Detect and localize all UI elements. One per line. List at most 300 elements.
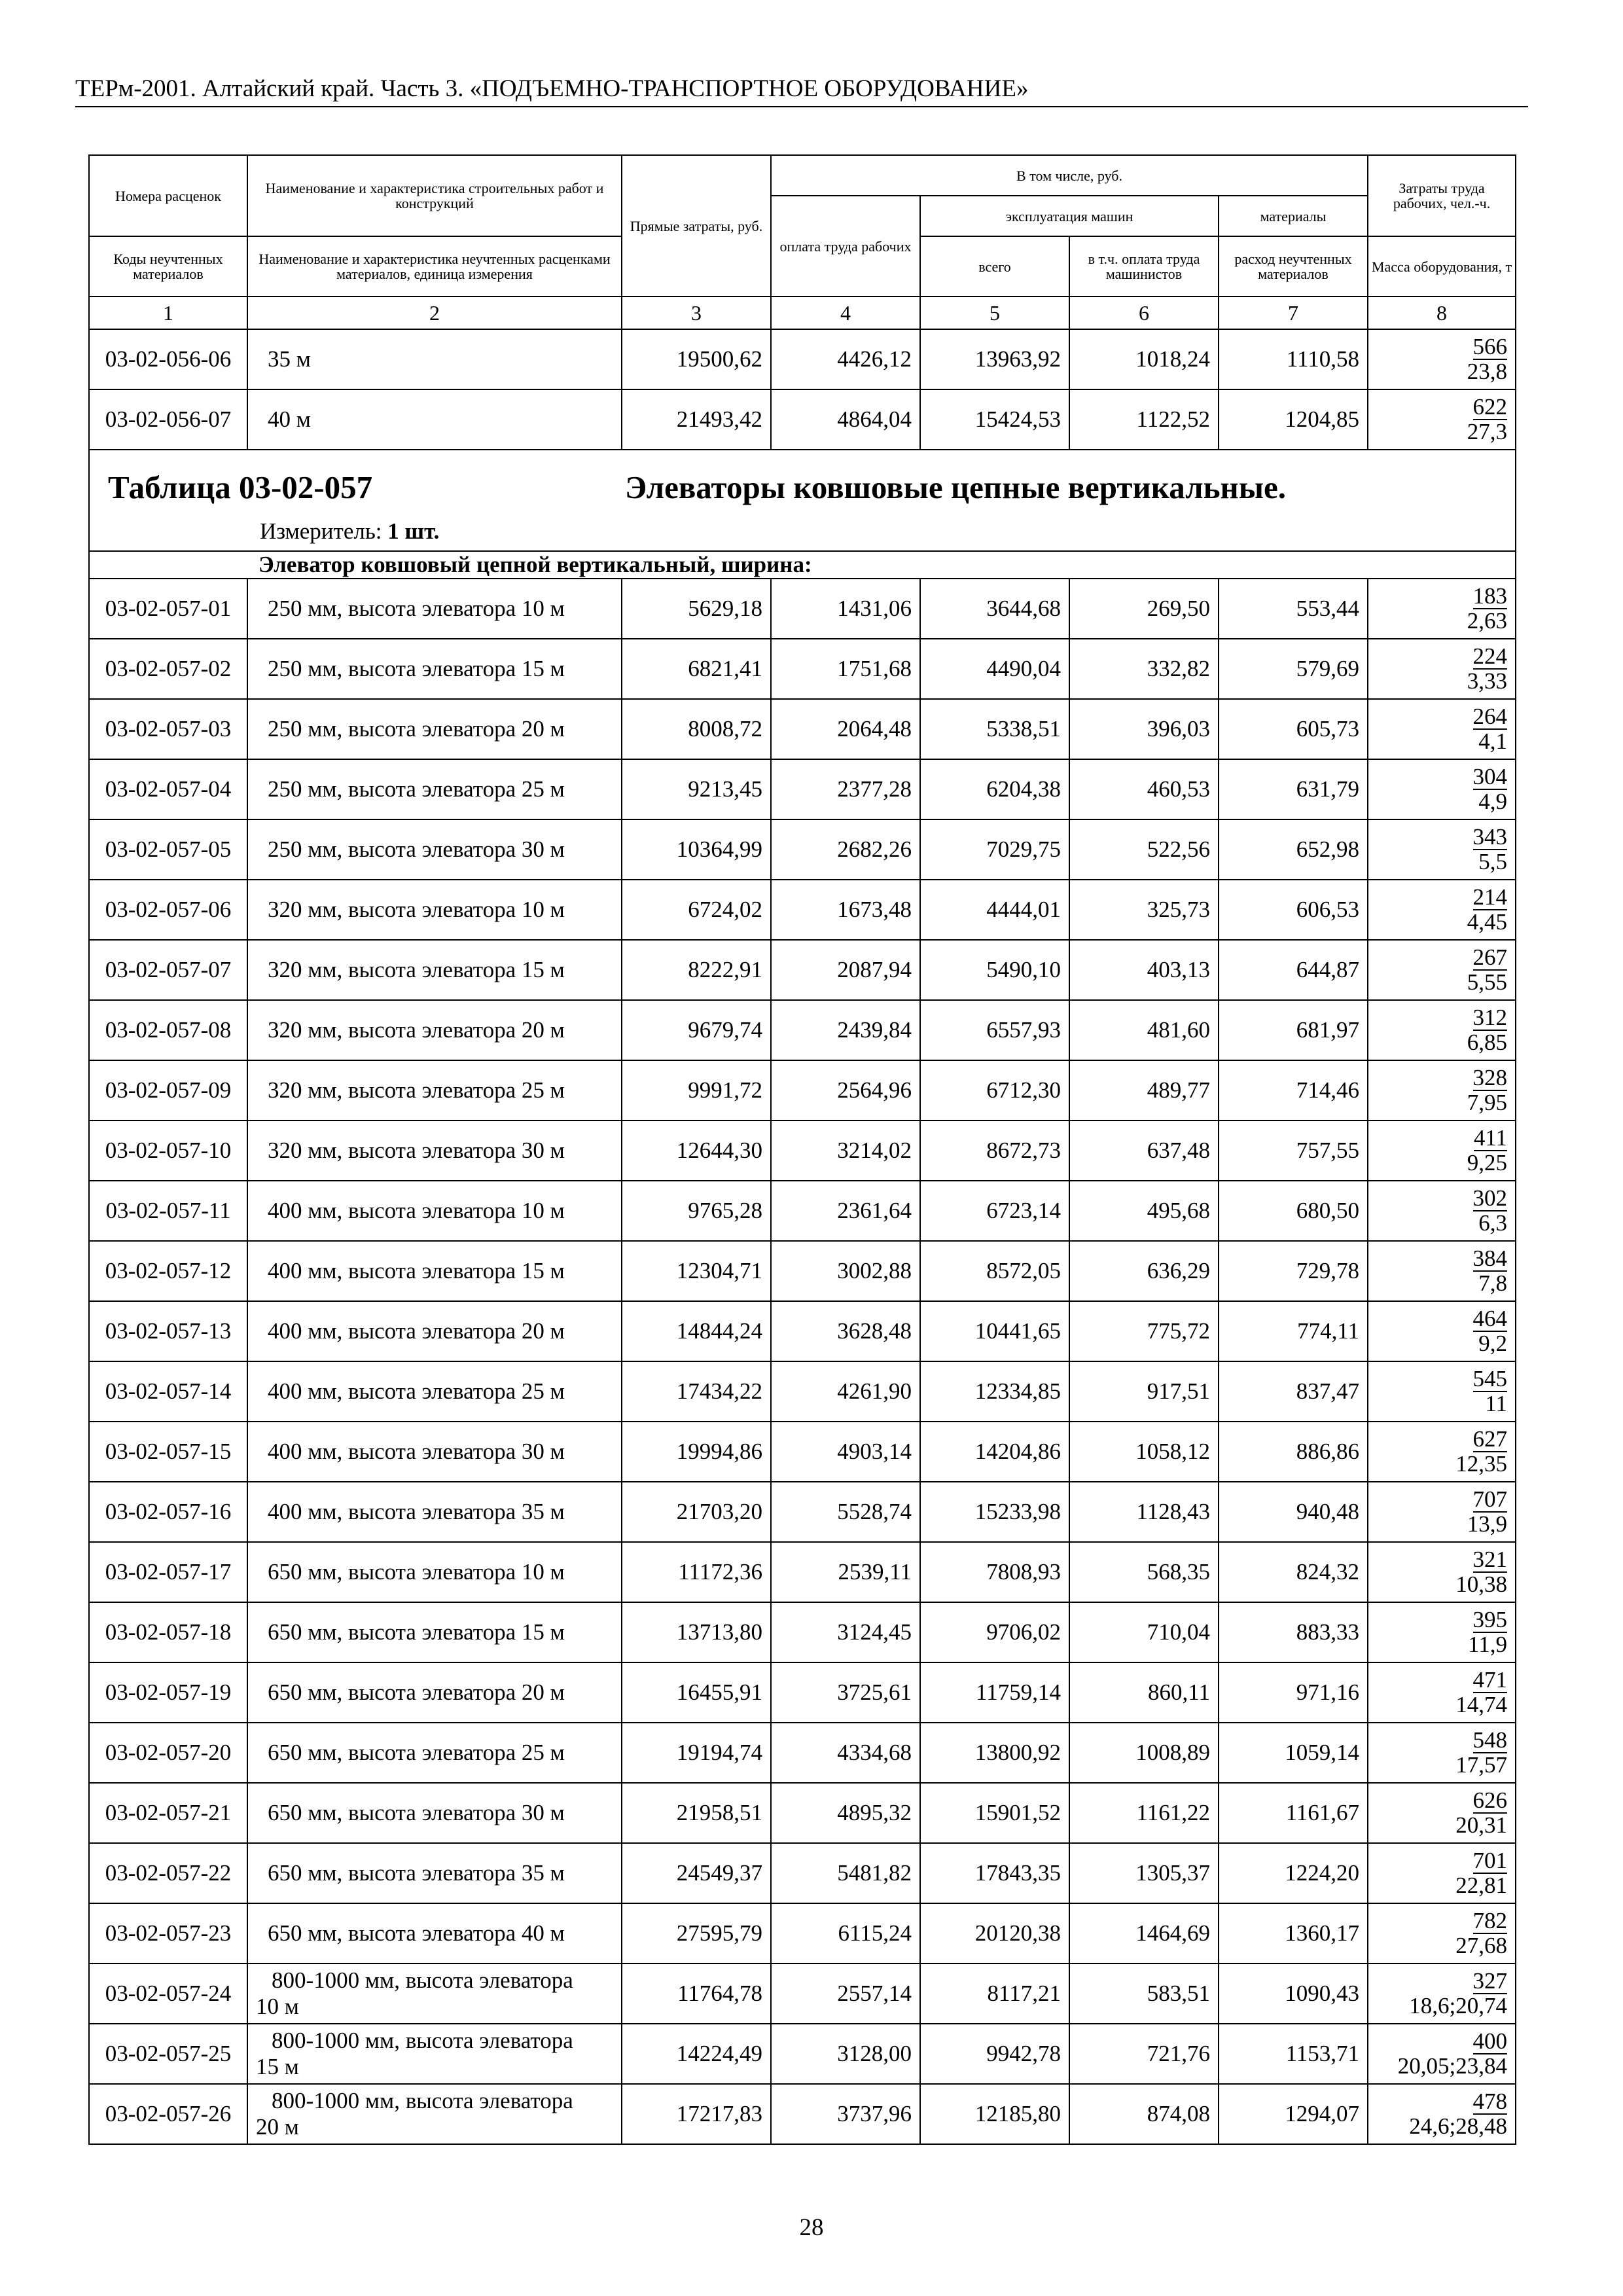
row-mass: 4,45 bbox=[1467, 909, 1508, 935]
row-mass: 10,38 bbox=[1455, 1571, 1508, 1597]
row-machines-total: 13800,92 bbox=[920, 1723, 1069, 1783]
row-machines-total: 15424,53 bbox=[920, 389, 1069, 450]
row-labor: 302 bbox=[1472, 1185, 1508, 1211]
row-wages: 3128,00 bbox=[771, 2024, 920, 2084]
row-mass: 18,6;20,74 bbox=[1409, 1993, 1508, 2018]
row-name: 650 мм, высота элеватора 30 м bbox=[247, 1783, 622, 1843]
row-wages: 3002,88 bbox=[771, 1241, 920, 1301]
row-materials: 553,44 bbox=[1219, 579, 1368, 639]
table-row bbox=[89, 699, 1516, 759]
table-row bbox=[89, 1361, 1516, 1422]
row-materials: 652,98 bbox=[1219, 819, 1368, 880]
row-labor: 566 bbox=[1472, 334, 1508, 359]
row-wages: 2557,14 bbox=[771, 1964, 920, 2024]
table-caption bbox=[89, 450, 1516, 551]
column-number: 5 bbox=[920, 296, 1069, 329]
row-direct-costs: 12304,71 bbox=[622, 1241, 771, 1301]
row-name: 320 мм, высота элеватора 25 м bbox=[247, 1060, 622, 1121]
page-number: 28 bbox=[799, 2214, 824, 2241]
row-materials: 886,86 bbox=[1219, 1422, 1368, 1482]
row-materials: 1294,07 bbox=[1219, 2084, 1368, 2144]
row-machines-total: 6204,38 bbox=[920, 759, 1069, 819]
row-machinist-wages: 710,04 bbox=[1069, 1602, 1219, 1662]
col-machines: эксплуатация машин bbox=[920, 196, 1219, 236]
row-materials: 1360,17 bbox=[1219, 1903, 1368, 1964]
row-mass: 4,1 bbox=[1478, 728, 1508, 754]
table-row bbox=[89, 2024, 1516, 2084]
row-code: 03-02-057-05 bbox=[89, 819, 247, 880]
row-mass: 12,35 bbox=[1455, 1451, 1508, 1477]
row-mass: 22,81 bbox=[1455, 1873, 1508, 1898]
row-materials: 606,53 bbox=[1219, 880, 1368, 940]
table-row bbox=[89, 329, 1516, 389]
row-name: 650 мм, высота элеватора 20 м bbox=[247, 1662, 622, 1723]
row-mass: 5,5 bbox=[1478, 849, 1508, 874]
table-title: Элеваторы ковшовые цепные вертикальные. bbox=[625, 469, 1287, 505]
row-labor-mass bbox=[1368, 2024, 1516, 2084]
row-name: 250 мм, высота элеватора 25 м bbox=[247, 759, 622, 819]
row-machinist-wages: 332,82 bbox=[1069, 639, 1219, 699]
row-machinist-wages: 1128,43 bbox=[1069, 1482, 1219, 1542]
row-machines-total: 14204,86 bbox=[920, 1422, 1069, 1482]
row-materials: 774,11 bbox=[1219, 1301, 1368, 1361]
row-labor: 183 bbox=[1472, 583, 1508, 609]
row-name-line2: 15 м bbox=[256, 2054, 299, 2079]
table-row bbox=[89, 579, 1516, 639]
row-machines-total: 8117,21 bbox=[920, 1964, 1069, 2024]
row-wages: 3737,96 bbox=[771, 2084, 920, 2144]
row-name: 650 мм, высота элеватора 35 м bbox=[247, 1843, 622, 1903]
row-code: 03-02-057-03 bbox=[89, 699, 247, 759]
column-number: 4 bbox=[771, 296, 920, 329]
row-labor: 471 bbox=[1472, 1667, 1508, 1693]
row-direct-costs: 16455,91 bbox=[622, 1662, 771, 1723]
row-code: 03-02-057-15 bbox=[89, 1422, 247, 1482]
measure-value: 1 шт. bbox=[387, 518, 440, 544]
column-number: 8 bbox=[1368, 296, 1516, 329]
row-machines-total: 15901,52 bbox=[920, 1783, 1069, 1843]
row-name: 400 мм, высота элеватора 15 м bbox=[247, 1241, 622, 1301]
column-number: 2 bbox=[247, 296, 622, 329]
row-direct-costs: 21493,42 bbox=[622, 389, 771, 450]
row-machinist-wages: 489,77 bbox=[1069, 1060, 1219, 1121]
row-machines-total: 12334,85 bbox=[920, 1361, 1069, 1422]
row-code: 03-02-057-02 bbox=[89, 639, 247, 699]
row-materials: 680,50 bbox=[1219, 1181, 1368, 1241]
row-wages: 6115,24 bbox=[771, 1903, 920, 1964]
row-wages: 4903,14 bbox=[771, 1422, 920, 1482]
row-direct-costs: 12644,30 bbox=[622, 1121, 771, 1181]
row-code: 03-02-057-23 bbox=[89, 1903, 247, 1964]
col-unaccounted-materials: расход неучтенных материалов bbox=[1219, 236, 1368, 296]
row-labor-mass bbox=[1368, 1301, 1516, 1361]
table-caption-section bbox=[89, 450, 1516, 579]
row-machinist-wages: 1161,22 bbox=[1069, 1783, 1219, 1843]
row-machinist-wages: 721,76 bbox=[1069, 2024, 1219, 2084]
row-materials: 824,32 bbox=[1219, 1542, 1368, 1602]
row-name: 40 м bbox=[247, 389, 622, 450]
row-wages: 2377,28 bbox=[771, 759, 920, 819]
row-mass: 23,8 bbox=[1467, 359, 1508, 384]
column-number: 6 bbox=[1069, 296, 1219, 329]
row-machines-total: 20120,38 bbox=[920, 1903, 1069, 1964]
row-code: 03-02-056-07 bbox=[89, 389, 247, 450]
row-mass: 24,6;28,48 bbox=[1409, 2113, 1508, 2139]
column-numbers-row bbox=[89, 296, 1516, 329]
table-row bbox=[89, 2084, 1516, 2144]
table-row bbox=[89, 1121, 1516, 1181]
row-name: 250 мм, высота элеватора 15 м bbox=[247, 639, 622, 699]
row-direct-costs: 9991,72 bbox=[622, 1060, 771, 1121]
row-machinist-wages: 1008,89 bbox=[1069, 1723, 1219, 1783]
table-row bbox=[89, 819, 1516, 880]
col-labor: Затраты труда рабочих, чел.-ч. bbox=[1368, 155, 1516, 236]
row-labor-mass bbox=[1368, 579, 1516, 639]
row-code: 03-02-057-21 bbox=[89, 1783, 247, 1843]
table-row bbox=[89, 1723, 1516, 1783]
row-mass: 7,95 bbox=[1467, 1090, 1508, 1115]
row-labor: 327 bbox=[1472, 1968, 1508, 1994]
row-name-line2: 10 м bbox=[256, 1994, 299, 2019]
row-labor-mass bbox=[1368, 819, 1516, 880]
row-code: 03-02-057-17 bbox=[89, 1542, 247, 1602]
col-including: В том числе, руб. bbox=[771, 155, 1368, 196]
table-row bbox=[89, 1241, 1516, 1301]
row-materials: 837,47 bbox=[1219, 1361, 1368, 1422]
row-labor-mass bbox=[1368, 1241, 1516, 1301]
column-number: 1 bbox=[89, 296, 247, 329]
row-labor-mass bbox=[1368, 1783, 1516, 1843]
row-materials: 1204,85 bbox=[1219, 389, 1368, 450]
row-labor: 478 bbox=[1472, 2089, 1508, 2114]
row-machines-total: 7808,93 bbox=[920, 1542, 1069, 1602]
row-code: 03-02-057-19 bbox=[89, 1662, 247, 1723]
row-machines-total: 8672,73 bbox=[920, 1121, 1069, 1181]
row-direct-costs: 13713,80 bbox=[622, 1602, 771, 1662]
row-direct-costs: 8222,91 bbox=[622, 940, 771, 1000]
row-labor-mass bbox=[1368, 1000, 1516, 1060]
row-labor: 782 bbox=[1472, 1908, 1508, 1933]
row-code: 03-02-057-11 bbox=[89, 1181, 247, 1241]
row-materials: 1224,20 bbox=[1219, 1843, 1368, 1903]
row-code: 03-02-057-01 bbox=[89, 579, 247, 639]
row-mass: 20,31 bbox=[1455, 1812, 1508, 1838]
column-number: 7 bbox=[1219, 296, 1368, 329]
row-name bbox=[247, 2024, 622, 2084]
table-row bbox=[89, 1482, 1516, 1542]
table-row bbox=[89, 1903, 1516, 1964]
row-name-line1: 800-1000 мм, высота элеватора bbox=[272, 2088, 573, 2113]
row-code: 03-02-057-04 bbox=[89, 759, 247, 819]
table-row bbox=[89, 1662, 1516, 1723]
row-wages: 4426,12 bbox=[771, 329, 920, 389]
table-row bbox=[89, 940, 1516, 1000]
row-code: 03-02-057-24 bbox=[89, 1964, 247, 2024]
row-machinist-wages: 637,48 bbox=[1069, 1121, 1219, 1181]
row-name: 400 мм, высота элеватора 10 м bbox=[247, 1181, 622, 1241]
row-machinist-wages: 1018,24 bbox=[1069, 329, 1219, 389]
row-direct-costs: 17434,22 bbox=[622, 1361, 771, 1422]
table-row bbox=[89, 639, 1516, 699]
col-unaccounted-names: Наименование и характеристика неучтенных расценками материалов, единица измерения bbox=[247, 236, 622, 296]
row-wages: 4261,90 bbox=[771, 1361, 920, 1422]
column-number: 3 bbox=[622, 296, 771, 329]
col-work-name: Наименование и характеристика строительных работ и конструкций bbox=[247, 155, 622, 236]
row-labor-mass bbox=[1368, 880, 1516, 940]
row-name: 250 мм, высота элеватора 20 м bbox=[247, 699, 622, 759]
row-mass: 5,55 bbox=[1467, 969, 1508, 995]
row-materials: 681,97 bbox=[1219, 1000, 1368, 1060]
row-name-line1: 800-1000 мм, высота элеватора bbox=[272, 1967, 573, 1993]
row-direct-costs: 10364,99 bbox=[622, 819, 771, 880]
col-machinist-wages: в т.ч. оплата труда машинистов bbox=[1069, 236, 1219, 296]
row-mass: 4,9 bbox=[1478, 789, 1508, 814]
row-code: 03-02-057-06 bbox=[89, 880, 247, 940]
row-labor-mass bbox=[1368, 1843, 1516, 1903]
row-machines-total: 12185,80 bbox=[920, 2084, 1069, 2144]
row-wages: 3124,45 bbox=[771, 1602, 920, 1662]
row-machines-total: 9942,78 bbox=[920, 2024, 1069, 2084]
row-wages: 5528,74 bbox=[771, 1482, 920, 1542]
table-row bbox=[89, 1542, 1516, 1602]
row-mass: 27,3 bbox=[1467, 419, 1508, 444]
row-machinist-wages: 1122,52 bbox=[1069, 389, 1219, 450]
row-labor-mass bbox=[1368, 1361, 1516, 1422]
row-wages: 2064,48 bbox=[771, 699, 920, 759]
row-machinist-wages: 1305,37 bbox=[1069, 1843, 1219, 1903]
row-mass: 17,57 bbox=[1455, 1752, 1508, 1778]
row-mass: 13,9 bbox=[1467, 1511, 1508, 1537]
row-labor-mass bbox=[1368, 329, 1516, 389]
row-labor: 224 bbox=[1472, 643, 1508, 669]
row-name: 650 мм, высота элеватора 40 м bbox=[247, 1903, 622, 1964]
row-labor: 545 bbox=[1472, 1366, 1508, 1391]
row-machinist-wages: 636,29 bbox=[1069, 1241, 1219, 1301]
row-machines-total: 15233,98 bbox=[920, 1482, 1069, 1542]
row-labor-mass bbox=[1368, 759, 1516, 819]
row-wages: 3725,61 bbox=[771, 1662, 920, 1723]
col-unaccounted-codes: Коды неучтенных материалов bbox=[89, 236, 247, 296]
row-direct-costs: 14844,24 bbox=[622, 1301, 771, 1361]
table-row bbox=[89, 880, 1516, 940]
row-direct-costs: 19194,74 bbox=[622, 1723, 771, 1783]
row-labor-mass bbox=[1368, 1662, 1516, 1723]
row-name: 650 мм, высота элеватора 25 м bbox=[247, 1723, 622, 1783]
row-direct-costs: 27595,79 bbox=[622, 1903, 771, 1964]
col-materials: материалы bbox=[1219, 196, 1368, 236]
table-row bbox=[89, 1422, 1516, 1482]
row-direct-costs: 11172,36 bbox=[622, 1542, 771, 1602]
row-wages: 4864,04 bbox=[771, 389, 920, 450]
row-materials: 940,48 bbox=[1219, 1482, 1368, 1542]
row-machines-total: 17843,35 bbox=[920, 1843, 1069, 1903]
row-wages: 2439,84 bbox=[771, 1000, 920, 1060]
row-materials: 605,73 bbox=[1219, 699, 1368, 759]
row-labor: 214 bbox=[1472, 884, 1508, 910]
row-machines-total: 7029,75 bbox=[920, 819, 1069, 880]
row-mass: 6,3 bbox=[1478, 1210, 1508, 1236]
row-labor-mass bbox=[1368, 1602, 1516, 1662]
row-code: 03-02-057-09 bbox=[89, 1060, 247, 1121]
row-machinist-wages: 1058,12 bbox=[1069, 1422, 1219, 1482]
row-labor: 626 bbox=[1472, 1787, 1508, 1813]
table-row bbox=[89, 1964, 1516, 2024]
row-labor: 464 bbox=[1472, 1306, 1508, 1331]
row-name-line2: 20 м bbox=[256, 2114, 299, 2140]
row-name: 250 мм, высота элеватора 10 м bbox=[247, 579, 622, 639]
row-labor-mass bbox=[1368, 1482, 1516, 1542]
row-labor-mass bbox=[1368, 1060, 1516, 1121]
table-row bbox=[89, 1602, 1516, 1662]
row-mass: 7,8 bbox=[1478, 1270, 1508, 1296]
row-labor-mass bbox=[1368, 1723, 1516, 1783]
row-name: 320 мм, высота элеватора 15 м bbox=[247, 940, 622, 1000]
row-materials: 757,55 bbox=[1219, 1121, 1368, 1181]
row-wages: 1431,06 bbox=[771, 579, 920, 639]
row-labor: 400 bbox=[1472, 2028, 1508, 2054]
table-row bbox=[89, 759, 1516, 819]
row-direct-costs: 9765,28 bbox=[622, 1181, 771, 1241]
row-wages: 2564,96 bbox=[771, 1060, 920, 1121]
row-labor: 395 bbox=[1472, 1607, 1508, 1632]
row-labor: 312 bbox=[1472, 1005, 1508, 1030]
row-name: 400 мм, высота элеватора 25 м bbox=[247, 1361, 622, 1422]
row-code: 03-02-057-13 bbox=[89, 1301, 247, 1361]
row-labor-mass bbox=[1368, 699, 1516, 759]
row-materials: 579,69 bbox=[1219, 639, 1368, 699]
row-materials: 1110,58 bbox=[1219, 329, 1368, 389]
row-mass: 3,33 bbox=[1467, 668, 1508, 694]
row-labor: 384 bbox=[1472, 1246, 1508, 1271]
table-row bbox=[89, 389, 1516, 450]
row-machines-total: 6712,30 bbox=[920, 1060, 1069, 1121]
row-labor: 701 bbox=[1472, 1848, 1508, 1873]
measure-label: Измеритель: bbox=[260, 518, 382, 544]
row-labor: 267 bbox=[1472, 944, 1508, 970]
row-materials: 883,33 bbox=[1219, 1602, 1368, 1662]
row-wages: 3214,02 bbox=[771, 1121, 920, 1181]
row-materials: 1090,43 bbox=[1219, 1964, 1368, 2024]
row-machines-total: 8572,05 bbox=[920, 1241, 1069, 1301]
row-machinist-wages: 874,08 bbox=[1069, 2084, 1219, 2144]
row-wages: 1751,68 bbox=[771, 639, 920, 699]
row-labor: 627 bbox=[1472, 1426, 1508, 1452]
row-direct-costs: 9213,45 bbox=[622, 759, 771, 819]
table-row bbox=[89, 1301, 1516, 1361]
row-name: 400 мм, высота элеватора 35 м bbox=[247, 1482, 622, 1542]
row-name: 320 мм, высота элеватора 10 м bbox=[247, 880, 622, 940]
row-code: 03-02-057-12 bbox=[89, 1241, 247, 1301]
row-name: 250 мм, высота элеватора 30 м bbox=[247, 819, 622, 880]
col-rate-numbers: Номера расценок bbox=[89, 155, 247, 236]
row-materials: 714,46 bbox=[1219, 1060, 1368, 1121]
row-machines-total: 11759,14 bbox=[920, 1662, 1069, 1723]
row-labor-mass bbox=[1368, 2084, 1516, 2144]
row-machinist-wages: 1464,69 bbox=[1069, 1903, 1219, 1964]
row-code: 03-02-057-18 bbox=[89, 1602, 247, 1662]
row-wages: 5481,82 bbox=[771, 1843, 920, 1903]
row-labor: 707 bbox=[1472, 1486, 1508, 1512]
row-machinist-wages: 568,35 bbox=[1069, 1542, 1219, 1602]
row-machines-total: 6723,14 bbox=[920, 1181, 1069, 1241]
row-labor-mass bbox=[1368, 1422, 1516, 1482]
row-labor-mass bbox=[1368, 639, 1516, 699]
row-direct-costs: 6724,02 bbox=[622, 880, 771, 940]
row-labor-mass bbox=[1368, 389, 1516, 450]
row-labor: 411 bbox=[1473, 1125, 1508, 1151]
row-machinist-wages: 396,03 bbox=[1069, 699, 1219, 759]
row-machinist-wages: 917,51 bbox=[1069, 1361, 1219, 1422]
row-materials: 971,16 bbox=[1219, 1662, 1368, 1723]
row-mass: 14,74 bbox=[1455, 1692, 1508, 1717]
row-name: 400 мм, высота элеватора 30 м bbox=[247, 1422, 622, 1482]
row-wages: 2087,94 bbox=[771, 940, 920, 1000]
row-machinist-wages: 860,11 bbox=[1069, 1662, 1219, 1723]
row-machinist-wages: 269,50 bbox=[1069, 579, 1219, 639]
table-rows bbox=[89, 579, 1516, 2144]
row-mass: 2,63 bbox=[1467, 608, 1508, 634]
row-code: 03-02-057-07 bbox=[89, 940, 247, 1000]
row-materials: 644,87 bbox=[1219, 940, 1368, 1000]
row-direct-costs: 24549,37 bbox=[622, 1843, 771, 1903]
row-labor-mass bbox=[1368, 1181, 1516, 1241]
row-direct-costs: 6821,41 bbox=[622, 639, 771, 699]
row-name: 650 мм, высота элеватора 10 м bbox=[247, 1542, 622, 1602]
row-labor: 328 bbox=[1472, 1065, 1508, 1090]
row-name: 320 мм, высота элеватора 30 м bbox=[247, 1121, 622, 1181]
row-machinist-wages: 775,72 bbox=[1069, 1301, 1219, 1361]
row-labor: 264 bbox=[1472, 704, 1508, 729]
row-machinist-wages: 403,13 bbox=[1069, 940, 1219, 1000]
row-name bbox=[247, 2084, 622, 2144]
row-machines-total: 13963,92 bbox=[920, 329, 1069, 389]
row-labor-mass bbox=[1368, 1542, 1516, 1602]
row-direct-costs: 19994,86 bbox=[622, 1422, 771, 1482]
row-wages: 4895,32 bbox=[771, 1783, 920, 1843]
row-machines-total: 10441,65 bbox=[920, 1301, 1069, 1361]
row-machinist-wages: 325,73 bbox=[1069, 880, 1219, 940]
row-direct-costs: 19500,62 bbox=[622, 329, 771, 389]
row-labor: 622 bbox=[1472, 394, 1508, 420]
row-materials: 1153,71 bbox=[1219, 2024, 1368, 2084]
row-materials: 631,79 bbox=[1219, 759, 1368, 819]
col-wages: оплата труда рабочих bbox=[771, 196, 920, 296]
row-machinist-wages: 460,53 bbox=[1069, 759, 1219, 819]
row-machines-total: 4444,01 bbox=[920, 880, 1069, 940]
row-materials: 1059,14 bbox=[1219, 1723, 1368, 1783]
row-machines-total: 3644,68 bbox=[920, 579, 1069, 639]
row-mass: 9,2 bbox=[1478, 1331, 1508, 1356]
col-equipment-mass: Масса оборудования, т bbox=[1368, 236, 1516, 296]
row-machinist-wages: 495,68 bbox=[1069, 1181, 1219, 1241]
row-labor: 343 bbox=[1472, 824, 1508, 850]
row-wages: 2361,64 bbox=[771, 1181, 920, 1241]
row-machines-total: 4490,04 bbox=[920, 639, 1069, 699]
row-name: 650 мм, высота элеватора 15 м bbox=[247, 1602, 622, 1662]
row-machinist-wages: 522,56 bbox=[1069, 819, 1219, 880]
row-wages: 4334,68 bbox=[771, 1723, 920, 1783]
table-row bbox=[89, 1843, 1516, 1903]
row-wages: 2539,11 bbox=[771, 1542, 920, 1602]
row-machinist-wages: 481,60 bbox=[1069, 1000, 1219, 1060]
row-mass: 11 bbox=[1485, 1391, 1508, 1416]
row-code: 03-02-057-22 bbox=[89, 1843, 247, 1903]
row-machinist-wages: 583,51 bbox=[1069, 1964, 1219, 2024]
row-code: 03-02-057-14 bbox=[89, 1361, 247, 1422]
row-name: 35 м bbox=[247, 329, 622, 389]
previous-table-rows bbox=[89, 329, 1516, 450]
row-materials: 729,78 bbox=[1219, 1241, 1368, 1301]
